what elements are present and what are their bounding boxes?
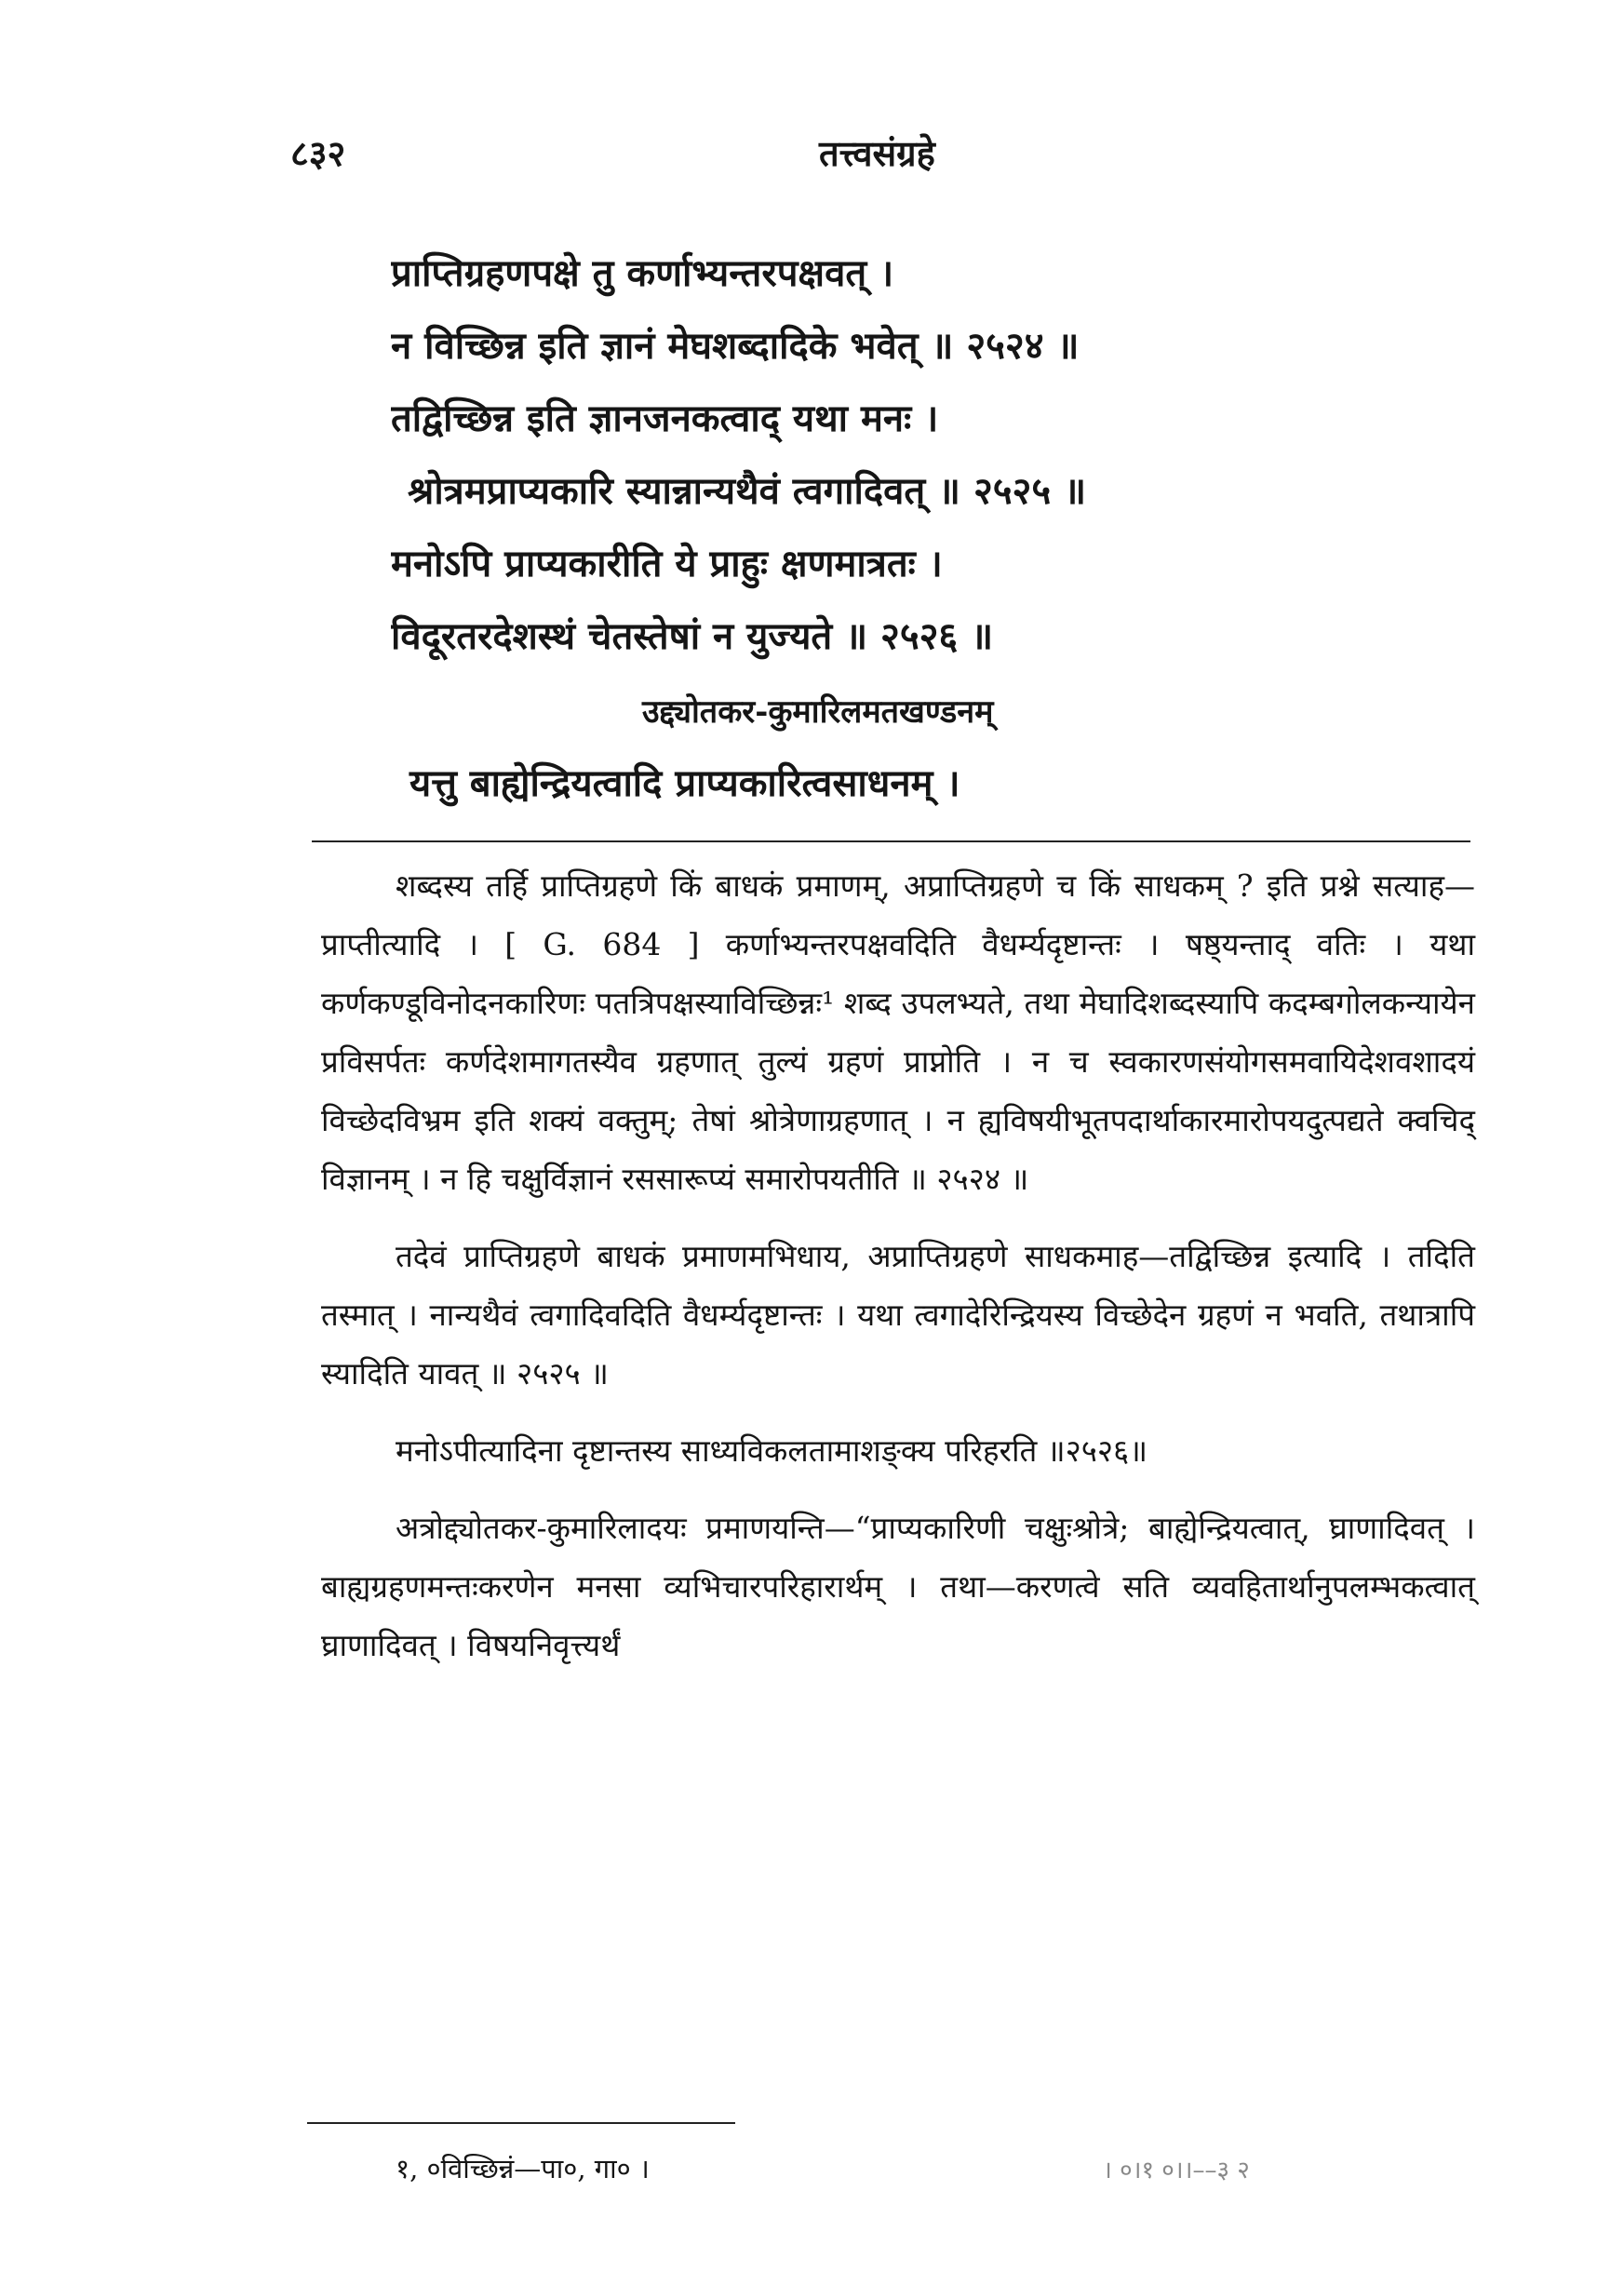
page-header xyxy=(0,128,1624,194)
verse-line: तद्विच्छिन्न इति ज्ञानजनकत्वाद् यथा मनः । xyxy=(391,397,939,440)
section-heading: उद्द्योतकर-कुमारिलमतखण्डनम् xyxy=(642,693,994,731)
verse-line: न विच्छिन्न इति ज्ञानं मेघशब्दादिके भवेत् ॥ २५२४ ॥ xyxy=(391,324,1080,368)
commentary-paragraph: तदेवं प्राप्तिग्रहणे बाधकं प्रमाणमभिधाय, अप्राप्तिग्रहणे साधकमाह—तद्विच्छिन्न इत्यादि । तदिति तस्मात् । नान्यथैवं त्वगादिवदिति वैधर्म्यदृष्टान्तः । यथा त्वगादेरिन्द्रियस्य विच्छेदेन ग्रहणं न भवति, तथात्रापि स्यादिति यावत् ॥ २५२५ ॥ xyxy=(321,1238,1475,1391)
commentary xyxy=(321,856,1475,1674)
page-number: ८३२ xyxy=(290,132,346,174)
footnote-divider xyxy=(307,2122,735,2124)
footnote: १, ०विच्छिन्नं—पा०, गा० । xyxy=(396,2153,650,2184)
faded-marks: । ०।१ ०।।––३ २ xyxy=(1103,2157,1250,2184)
verse-line: विदूरतरदेशस्थं चेतस्तेषां न युज्यते ॥ २५२६ ॥ xyxy=(391,614,994,658)
commentary-paragraph: अत्रोद्द्योतकर-कुमारिलादयः प्रमाणयन्ति—“प्राप्यकारिणी चक्षुःश्रोत्रे; बाह्येन्द्रियत्वात्, घ्राणादिवत् । बाह्यग्रहणमन्तःकरणेन मनसा व्यभिचारपरिहारार्थम् । तथा—करणत्वे सति व्यवहितार्थानुपलम्भकत्वात् घ्राणादिवत् । विषयनिवृत्त्यर्थं xyxy=(321,1510,1475,1663)
heading-verse: यत्तु बाह्येन्द्रियत्वादि प्राप्यकारित्वसाधनम् । xyxy=(409,761,960,805)
verse-line: मनोऽपि प्राप्यकारीति ये प्राहुः क्षणमात्रतः । xyxy=(391,542,943,585)
text-divider xyxy=(312,840,1470,842)
verse-line: प्राप्तिग्रहणपक्षे तु कर्णाभ्यन्तरपक्षवत् । xyxy=(391,251,894,295)
verse-line: श्रोत्रमप्राप्यकारि स्यान्नान्यथैवं त्वगादिवत् ॥ २५२५ ॥ xyxy=(408,469,1087,513)
commentary-paragraph: शब्दस्य तर्हि प्राप्तिग्रहणे किं बाधकं प्रमाणम्, अप्राप्तिग्रहणे च किं साधकम् ? इति प्रश्ने सत्याह—प्राप्तीत्यादि । [ G. 684 ] कर्णाभ्यन्तरपक्षवदिति वैधर्म्यदृष्टान्तः । षष्ठ्यन्ताद् वतिः । यथा कर्णकण्डूविनोदनकारिणः पतत्रिपक्षस्याविच्छिन्नः¹ शब्द उपलभ्यते, तथा मेघादिशब्दस्यापि कदम्बगोलकन्यायेन प्रविसर्पतः कर्णदेशमागतस्यैव ग्रहणात् तुल्यं ग्रहणं प्राप्नोति । न च स्वकारणसंयोगसमवायिदेशवशादयं विच्छेदविभ्रम इति शक्यं वक्तुम्; तेषां श्रोत्रेणाग्रहणात् । न ह्यविषयीभूतपदार्थाकारमारोपयदुत्पद्यते क्वचिद् विज्ञानम् । न हि चक्षुर्विज्ञानं रससारूप्यं समारोपयतीति ॥ २५२४ ॥ xyxy=(321,867,1475,1197)
running-title: तत्त्वसंग्रहे xyxy=(819,132,935,174)
commentary-paragraph: मनोऽपीत्यादिना दृष्टान्तस्य साध्यविकलतामाशङ्क्य परिहरति ॥२५२६॥ xyxy=(396,1432,1148,1469)
verse-block xyxy=(391,237,1470,673)
